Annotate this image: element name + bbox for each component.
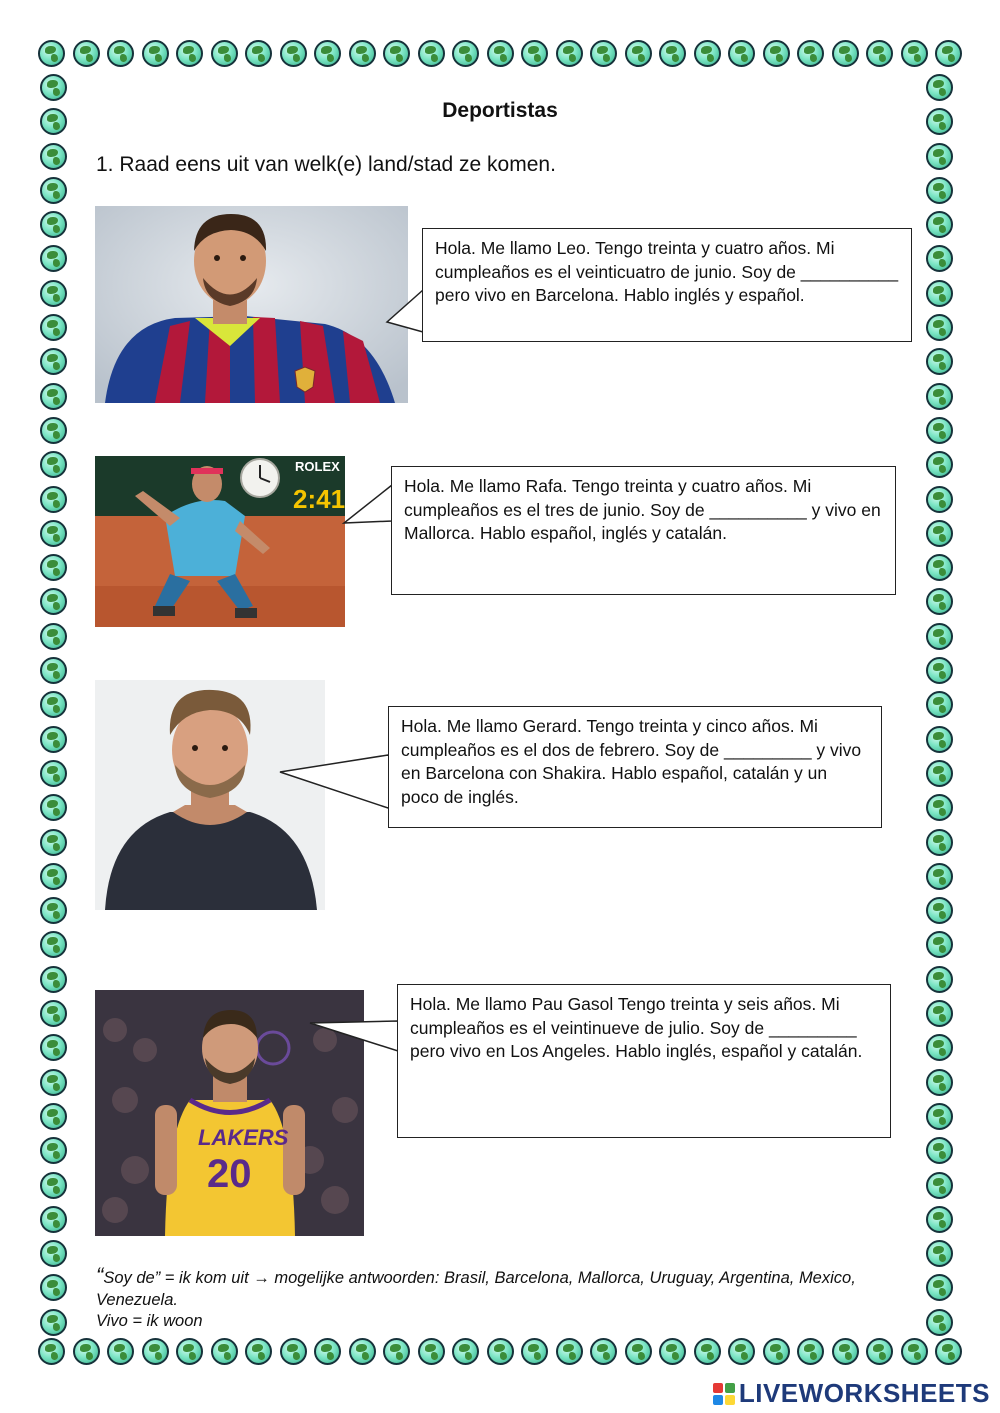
globe-icon (926, 1206, 953, 1233)
globe-icon (659, 1338, 686, 1365)
globe-icon (40, 691, 67, 718)
globe-icon (926, 417, 953, 444)
globe-icon (487, 40, 514, 67)
globe-icon (926, 760, 953, 787)
globe-icon (38, 1338, 65, 1365)
globe-icon (383, 1338, 410, 1365)
liveworksheets-logo-icon (713, 1383, 735, 1405)
globe-icon (625, 1338, 652, 1365)
globe-icon (926, 554, 953, 581)
globe-icon (40, 623, 67, 650)
globe-icon (926, 966, 953, 993)
speech-bubble-tail (308, 1018, 400, 1058)
page-title: Deportistas (442, 99, 558, 122)
globe-icon (40, 348, 67, 375)
globe-icon (40, 1172, 67, 1199)
globe-icon (935, 40, 962, 67)
jersey-team: LAKERS (198, 1125, 289, 1150)
globe-icon (926, 1240, 953, 1267)
globe-icon (38, 40, 65, 67)
globe-icon (107, 40, 134, 67)
globe-icon (926, 211, 953, 238)
globe-icon (73, 40, 100, 67)
globe-icon (926, 1172, 953, 1199)
speech-bubble-rafa (391, 466, 896, 595)
globe-icon (694, 1338, 721, 1365)
globe-icon (763, 1338, 790, 1365)
globe-icon (832, 1338, 859, 1365)
globe-icon (926, 1103, 953, 1130)
globe-icon (245, 1338, 272, 1365)
globe-icon (40, 1103, 67, 1130)
globe-icon (40, 1000, 67, 1027)
globe-icon (926, 383, 953, 410)
globe-icon (926, 314, 953, 341)
globe-icon (659, 40, 686, 67)
globe-icon (926, 931, 953, 958)
globe-icon (935, 1338, 962, 1365)
globe-icon (926, 657, 953, 684)
globe-icon (926, 348, 953, 375)
globe-icon (40, 383, 67, 410)
globe-icon (40, 726, 67, 753)
globe-icon (926, 177, 953, 204)
watermark-text: LIVEWORKSHEETS (738, 1378, 990, 1408)
globe-icon (926, 1000, 953, 1027)
globe-icon (728, 1338, 755, 1365)
globe-icon (487, 1338, 514, 1365)
globe-icon (107, 1338, 134, 1365)
instruction-text: 1. Raad eens uit van welk(e) land/stad ze komen. (96, 153, 556, 176)
globe-icon (926, 863, 953, 890)
globe-icon (590, 1338, 617, 1365)
globe-icon (176, 1338, 203, 1365)
globe-icon (926, 623, 953, 650)
globe-icon (926, 1274, 953, 1301)
speech-bubble-tail (385, 290, 425, 335)
globe-icon (40, 451, 67, 478)
globe-icon (40, 1240, 67, 1267)
globe-icon (901, 40, 928, 67)
globe-icon (176, 40, 203, 67)
globe-icon (926, 897, 953, 924)
globe-icon (383, 40, 410, 67)
globe-icon (694, 40, 721, 67)
bubble-text: Hola. Me llamo Pau Gasol Tengo treinta y seis años. Mi cumpleaños es el veintinueve de julio. Soy de _________ pero vivo en Los Angeles. Hablo inglés, español y catalán. (410, 994, 863, 1061)
globe-icon (926, 588, 953, 615)
scoreboard-brand: ROLEX (295, 459, 340, 474)
globe-icon (40, 417, 67, 444)
globe-icon (40, 486, 67, 513)
globe-icon (418, 1338, 445, 1365)
speech-bubble-tail (342, 485, 394, 530)
globe-icon (40, 1274, 67, 1301)
globe-icon (521, 1338, 548, 1365)
globe-icon (40, 657, 67, 684)
globe-icon (280, 1338, 307, 1365)
globe-icon (142, 1338, 169, 1365)
globe-icon (926, 691, 953, 718)
globe-icon (40, 829, 67, 856)
globe-icon (40, 588, 67, 615)
globe-border-top (38, 40, 962, 74)
globe-icon (40, 280, 67, 307)
liveworksheets-watermark (713, 1378, 990, 1409)
globe-icon (926, 280, 953, 307)
jersey-number: 20 (207, 1152, 252, 1196)
globe-icon (40, 1034, 67, 1061)
globe-icon (926, 726, 953, 753)
globe-icon (926, 520, 953, 547)
globe-icon (926, 1309, 953, 1336)
globe-icon (40, 931, 67, 958)
globe-border-right (926, 74, 960, 1336)
globe-icon (763, 40, 790, 67)
globe-icon (40, 897, 67, 924)
globe-icon (901, 1338, 928, 1365)
globe-icon (40, 966, 67, 993)
globe-icon (40, 245, 67, 272)
globe-icon (556, 1338, 583, 1365)
globe-icon (40, 794, 67, 821)
globe-icon (926, 794, 953, 821)
hint-text: Soy de” = ik kom uit → mogelijke antwoorden: Brasil, Barcelona, Mallorca, Uruguay, Argentina, Mexico, Venezuela. (96, 1269, 856, 1309)
tennis-player-photo (95, 456, 345, 627)
globe-border-left (40, 74, 74, 1336)
globe-icon (40, 1069, 67, 1096)
globe-icon (73, 1338, 100, 1365)
globe-icon (245, 40, 272, 67)
globe-icon (926, 1137, 953, 1164)
speech-bubble-tail (278, 750, 390, 810)
globe-icon (866, 40, 893, 67)
globe-icon (211, 40, 238, 67)
globe-icon (556, 40, 583, 67)
hint-line-2: Vivo = ik woon (96, 1312, 203, 1330)
globe-icon (452, 1338, 479, 1365)
open-quote: “ (96, 1263, 104, 1288)
globe-icon (797, 1338, 824, 1365)
globe-icon (625, 40, 652, 67)
globe-icon (590, 40, 617, 67)
globe-icon (40, 863, 67, 890)
globe-border-bottom (38, 1338, 962, 1372)
globe-icon (40, 760, 67, 787)
globe-icon (926, 1034, 953, 1061)
globe-icon (926, 829, 953, 856)
scoreboard-time: 2:41 (293, 484, 345, 514)
globe-icon (314, 40, 341, 67)
globe-icon (349, 40, 376, 67)
globe-icon (142, 40, 169, 67)
globe-icon (728, 40, 755, 67)
globe-icon (349, 1338, 376, 1365)
globe-icon (40, 177, 67, 204)
globe-icon (832, 40, 859, 67)
globe-icon (211, 1338, 238, 1365)
globe-icon (521, 40, 548, 67)
globe-icon (40, 520, 67, 547)
answer-hint (96, 1265, 916, 1333)
globe-icon (40, 1206, 67, 1233)
globe-icon (280, 40, 307, 67)
globe-icon (418, 40, 445, 67)
globe-icon (866, 1338, 893, 1365)
bubble-text: Hola. Me llamo Gerard. Tengo treinta y cinco años. Mi cumpleaños es el dos de febrero. Soy de _________ y vivo en Barcelona con Shakira. Hablo español, catalán y un poco de inglés. (401, 716, 862, 807)
speech-bubble-pau (397, 984, 891, 1138)
globe-icon (40, 1309, 67, 1336)
globe-icon (40, 554, 67, 581)
globe-icon (797, 40, 824, 67)
globe-icon (926, 1069, 953, 1096)
globe-icon (40, 1137, 67, 1164)
globe-icon (40, 314, 67, 341)
hint-line-1 (96, 1265, 916, 1311)
bubble-text: Hola. Me llamo Leo. Tengo treinta y cuatro años. Mi cumpleaños es el veinticuatro de junio. Soy de __________ pero vivo en Barcelona. Hablo inglés y español. (435, 238, 899, 305)
bubble-text: Hola. Me llamo Rafa. Tengo treinta y cuatro años. Mi cumpleaños es el tres de junio. Soy de __________ y vivo en Mallorca. Hablo español, inglés y catalán. (404, 476, 881, 543)
soccer-player-photo (95, 206, 408, 403)
globe-icon (926, 245, 953, 272)
globe-icon (926, 451, 953, 478)
speech-bubble-gerard (388, 706, 882, 828)
globe-icon (314, 1338, 341, 1365)
globe-icon (926, 143, 953, 170)
globe-icon (452, 40, 479, 67)
globe-icon (926, 486, 953, 513)
globe-icon (926, 74, 953, 101)
globe-icon (40, 211, 67, 238)
globe-icon (40, 143, 67, 170)
speech-bubble-leo (422, 228, 912, 342)
globe-icon (40, 74, 67, 101)
